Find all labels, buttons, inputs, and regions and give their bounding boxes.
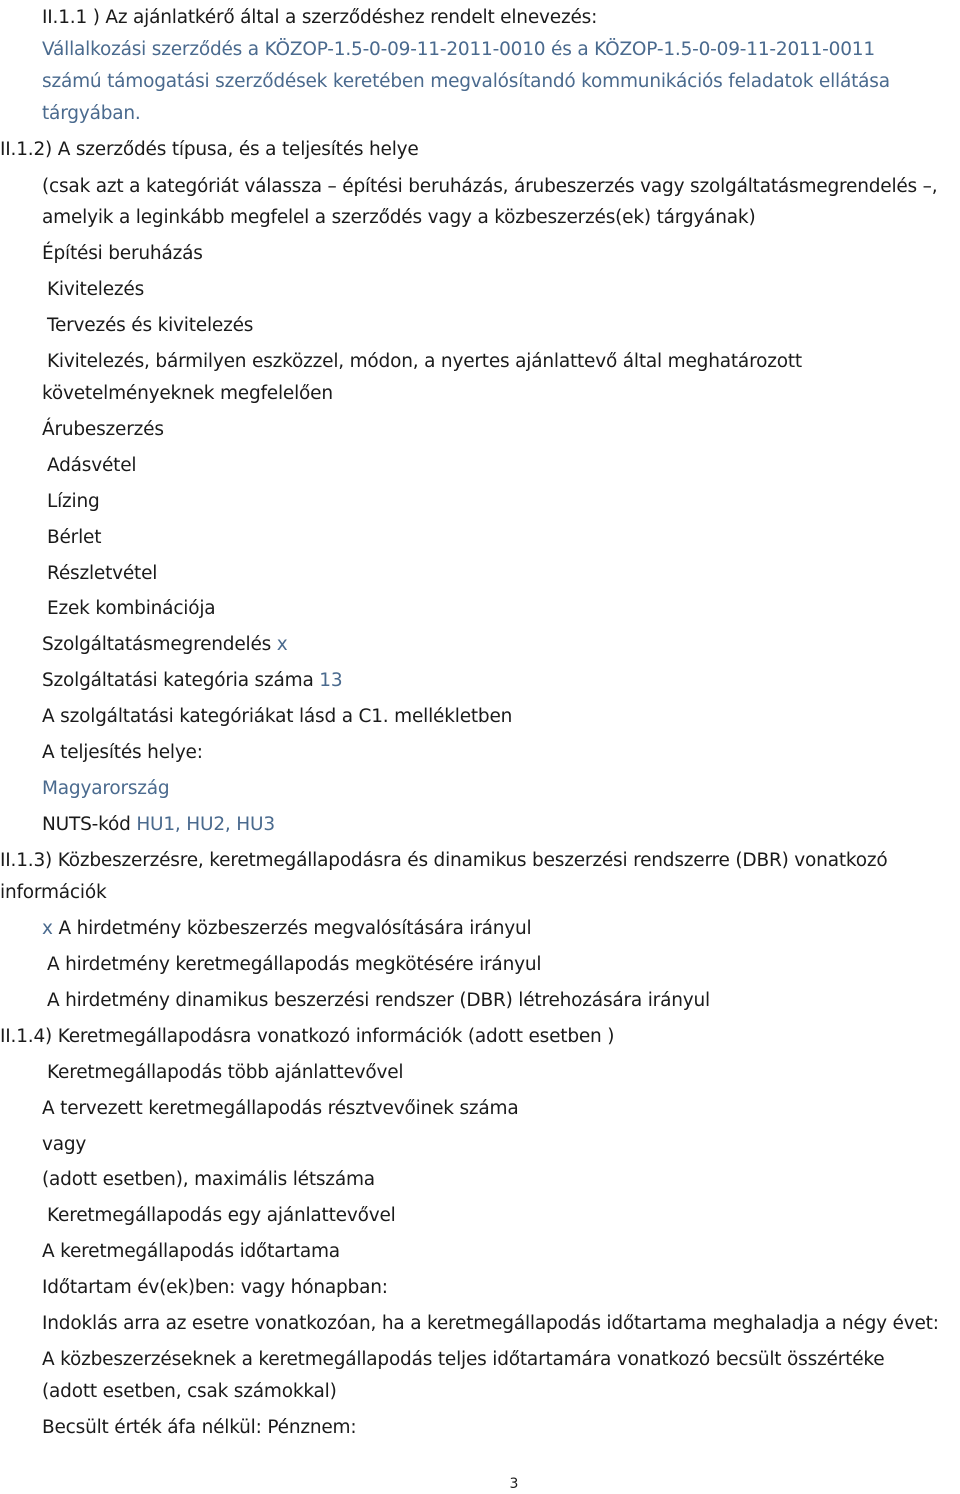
works-option-execution: Kivitelezés [47, 279, 145, 300]
nuts-code-value: HU1, HU2, HU3 [136, 814, 275, 835]
framework-max-participants: (adott esetben), maximális létszáma [42, 1169, 375, 1190]
framework-multiple-tenderers: Keretmegállapodás több ajánlattevővel [47, 1062, 404, 1083]
section-heading-ii-1-3-line-1: II.1.3) Közbeszerzésre, keretmegállapodásra és dinamikus beszerzési rendszerre (DBR) vonatkozó [0, 850, 888, 871]
works-option-any-means-line-2: követelményeknek megfelelően [42, 383, 333, 404]
framework-total-value-line-2: (adott esetben, csak számokkal) [42, 1381, 337, 1402]
framework-duration-units: Időtartam év(ek)ben: vagy hónapban: [42, 1277, 388, 1298]
place-of-performance-value: Magyarország [42, 778, 170, 799]
framework-participants-count: A tervezett keretmegállapodás résztvevőinek száma [42, 1098, 519, 1119]
service-category-value: 13 [319, 670, 343, 691]
framework-justification: Indoklás arra az esetre vonatkozóan, ha a keretmegállapodás időtartama meghaladja a négy évet: [42, 1313, 939, 1334]
services-line [42, 633, 288, 657]
category-note-line-1: (csak azt a kategóriát válassza – építési beruházás, árubeszerzés vagy szolgáltatásmegrendelés –, [42, 176, 938, 197]
service-category-note: A szolgáltatási kategóriákat lásd a C1. mellékletben [42, 706, 513, 727]
framework-or: vagy [42, 1134, 87, 1155]
service-category-line [42, 669, 342, 693]
works-option-design-execution: Tervezés és kivitelezés [47, 315, 254, 336]
notice-option-procurement [42, 917, 532, 941]
service-category-label: Szolgáltatási kategória száma [42, 670, 314, 691]
nuts-code-label: NUTS-kód [42, 814, 131, 835]
place-of-performance-label: A teljesítés helye: [42, 742, 203, 763]
section-heading-ii-1-4: II.1.4) Keretmegállapodásra vonatkozó információk (adott esetben ) [0, 1026, 615, 1047]
framework-single-tenderer: Keretmegállapodás egy ajánlattevővel [47, 1205, 396, 1226]
supplies-option-combination: Ezek kombinációja [47, 598, 216, 619]
works-label: Építési beruházás [42, 243, 203, 264]
services-selected-mark: x [276, 634, 288, 655]
notice-option-dbr: A hirdetmény dinamikus beszerzési rendszer (DBR) létrehozására irányul [47, 990, 710, 1011]
framework-total-value-line-1: A közbeszerzéseknek a keretmegállapodás teljes időtartamára vonatkozó becsült összértéke [42, 1349, 885, 1370]
contract-title-line-2: számú támogatási szerződések keretében megvalósítandó kommunikációs feladatok ellátása [42, 71, 890, 92]
nuts-code-line [42, 813, 275, 837]
works-option-any-means-line-1: Kivitelezés, bármilyen eszközzel, módon, a nyertes ajánlattevő által meghatározott [47, 351, 802, 372]
page-number: 3 [509, 1476, 519, 1492]
procurement-selected-mark: x [42, 918, 53, 939]
supplies-option-hire-purchase: Részletvétel [47, 563, 158, 584]
procurement-option-label: A hirdetmény közbeszerzés megvalósítására irányul [58, 918, 532, 939]
supplies-option-lease: Lízing [47, 491, 100, 512]
supplies-option-rental: Bérlet [47, 527, 102, 548]
services-label: Szolgáltatásmegrendelés [42, 634, 272, 655]
notice-option-framework: A hirdetmény keretmegállapodás megkötésére irányul [47, 954, 542, 975]
contract-title-line-1: Vállalkozási szerződés a KÖZOP-1.5-0-09-11-2011-0010 és a KÖZOP-1.5-0-09-11-2011-0011 [42, 39, 875, 60]
section-heading-ii-1-1: II.1.1 ) Az ajánlatkérő által a szerződéshez rendelt elnevezés: [42, 7, 598, 28]
category-note-line-2: amelyik a leginkább megfelel a szerződés vagy a közbeszerzés(ek) tárgyának) [42, 207, 756, 228]
section-heading-ii-1-3-line-2: információk [0, 882, 107, 903]
contract-title-line-3: tárgyában. [42, 103, 141, 124]
supplies-label: Árubeszerzés [42, 419, 164, 440]
section-heading-ii-1-2: II.1.2) A szerződés típusa, és a teljesítés helye [0, 139, 419, 160]
framework-estimate-currency: Becsült érték áfa nélkül: Pénznem: [42, 1417, 357, 1438]
framework-duration-label: A keretmegállapodás időtartama [42, 1241, 340, 1262]
supplies-option-purchase: Adásvétel [47, 455, 137, 476]
